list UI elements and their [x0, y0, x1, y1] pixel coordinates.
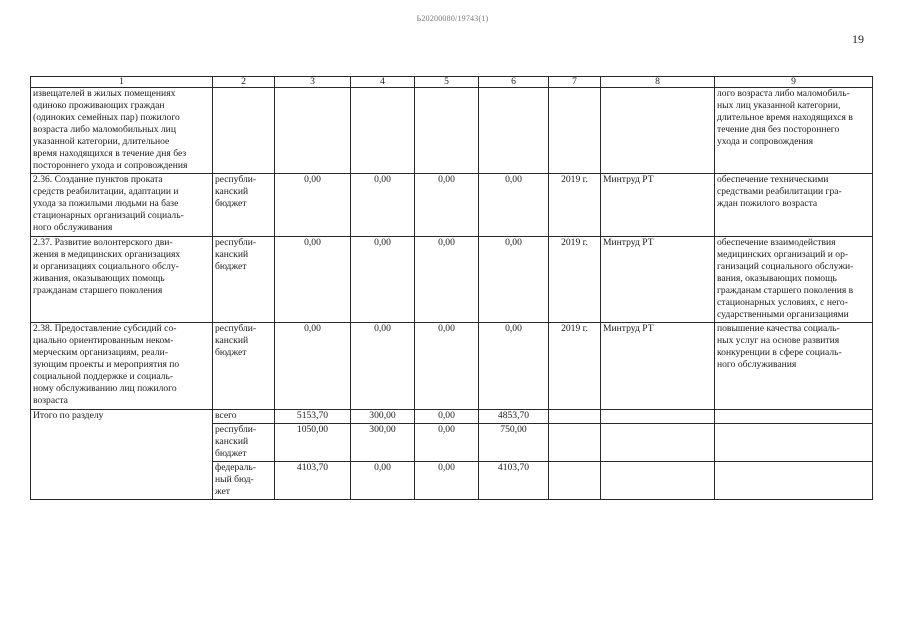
- amount-cell: 0,00: [479, 174, 549, 237]
- col-header-2: 2: [213, 77, 275, 88]
- executor-cell: [601, 88, 715, 174]
- amount-cell: 0,00: [415, 323, 479, 410]
- result-cell: лого возраста либо маломобиль- ных лиц указанной категории, длительное время находящихся в течение дня без постороннего ухода и сопровождения: [715, 88, 873, 174]
- col-header-6: 6: [479, 77, 549, 88]
- amount-cell: 300,00: [351, 410, 415, 424]
- table-row: [31, 237, 873, 323]
- amount-cell: 4103,70: [479, 462, 549, 500]
- amount-cell: 0,00: [479, 323, 549, 410]
- activity-cell: 2.38. Предоставление субсидий со- циально ориентированным неком- мерческим организациям, реали- зующим проекты и мероприятия по социальной поддержке и социаль- ному обслуживанию лиц пожилого возраста: [31, 323, 213, 410]
- year-cell: [549, 462, 601, 500]
- amount-cell: 4103,70: [275, 462, 351, 500]
- year-cell: 2019 г.: [549, 174, 601, 237]
- amount-cell: 0,00: [275, 174, 351, 237]
- amount-cell: 0,00: [275, 323, 351, 410]
- executor-cell: Минтруд РТ: [601, 323, 715, 410]
- year-cell: [549, 424, 601, 462]
- source-cell: всего: [213, 410, 275, 424]
- executor-cell: Минтруд РТ: [601, 174, 715, 237]
- amount-cell: 4853,70: [479, 410, 549, 424]
- source-cell: федераль- ный бюд- жет: [213, 462, 275, 500]
- amount-cell: 0,00: [351, 237, 415, 323]
- col-header-1: 1: [31, 77, 213, 88]
- totals-label: Итого по разделу: [31, 410, 213, 500]
- result-cell: [715, 462, 873, 500]
- amount-cell: 0,00: [415, 462, 479, 500]
- result-cell: повышение качества социаль- ных услуг на основе развития конкуренции в сфере социаль- ного обслуживания: [715, 323, 873, 410]
- result-cell: [715, 424, 873, 462]
- executor-cell: [601, 462, 715, 500]
- amount-cell: 0,00: [415, 237, 479, 323]
- executor-cell: [601, 410, 715, 424]
- amount-cell: 0,00: [351, 462, 415, 500]
- year-cell: [549, 88, 601, 174]
- amount-cell: 750,00: [479, 424, 549, 462]
- executor-cell: [601, 424, 715, 462]
- table-row: [31, 174, 873, 237]
- year-cell: 2019 г.: [549, 237, 601, 323]
- amount-cell: [275, 88, 351, 174]
- program-table: [30, 76, 873, 500]
- col-header-4: 4: [351, 77, 415, 88]
- year-cell: [549, 410, 601, 424]
- col-header-5: 5: [415, 77, 479, 88]
- col-header-8: 8: [601, 77, 715, 88]
- page-number: 19: [852, 32, 864, 46]
- executor-cell: Минтруд РТ: [601, 237, 715, 323]
- totals-row: [31, 410, 873, 424]
- year-cell: 2019 г.: [549, 323, 601, 410]
- result-cell: обеспечение взаимодействия медицинских организаций и ор- ганизаций социального обслужи- вания, оказывающих помощь гражданам старшего поколения в стационарных условиях, с него- сударственными организациями: [715, 237, 873, 323]
- amount-cell: 5153,70: [275, 410, 351, 424]
- amount-cell: 0,00: [479, 237, 549, 323]
- table-row: [31, 323, 873, 410]
- activity-cell: извещателей в жилых помещениях одиноко проживающих граждан (одиноких семейных пар) пожилого возраста либо маломобильных лиц указанной категории, длительное время находящихся в течение дня без постороннего ухода и сопровождения: [31, 88, 213, 174]
- amount-cell: [415, 88, 479, 174]
- result-cell: обеспечение техническими средствами реабилитации гра- ждан пожилого возраста: [715, 174, 873, 237]
- table-row: [31, 88, 873, 174]
- amount-cell: [351, 88, 415, 174]
- source-cell: республи- канский бюджет: [213, 237, 275, 323]
- amount-cell: 0,00: [351, 174, 415, 237]
- result-cell: [715, 410, 873, 424]
- activity-cell: 2.36. Создание пунктов проката средств реабилитации, адаптации и ухода за пожилыми людьми на базе стационарных организаций социаль- ного обслуживания: [31, 174, 213, 237]
- amount-cell: 0,00: [351, 323, 415, 410]
- source-cell: республи- канский бюджет: [213, 174, 275, 237]
- amount-cell: 300,00: [351, 424, 415, 462]
- amount-cell: 0,00: [415, 174, 479, 237]
- source-cell: республи- канский бюджет: [213, 424, 275, 462]
- document-code: Ь20200080/19743(1): [416, 14, 489, 23]
- source-cell: республи- канский бюджет: [213, 323, 275, 410]
- amount-cell: 0,00: [415, 410, 479, 424]
- column-number-row: [31, 77, 873, 88]
- amount-cell: [479, 88, 549, 174]
- source-cell: [213, 88, 275, 174]
- activity-cell: 2.37. Развитие волонтерского дви- жения в медицинских организациях и организациях социального обслу- живания, оказывающих помощь гражданам старшего поколения: [31, 237, 213, 323]
- col-header-3: 3: [275, 77, 351, 88]
- amount-cell: 0,00: [275, 237, 351, 323]
- col-header-9: 9: [715, 77, 873, 88]
- amount-cell: 0,00: [415, 424, 479, 462]
- col-header-7: 7: [549, 77, 601, 88]
- amount-cell: 1050,00: [275, 424, 351, 462]
